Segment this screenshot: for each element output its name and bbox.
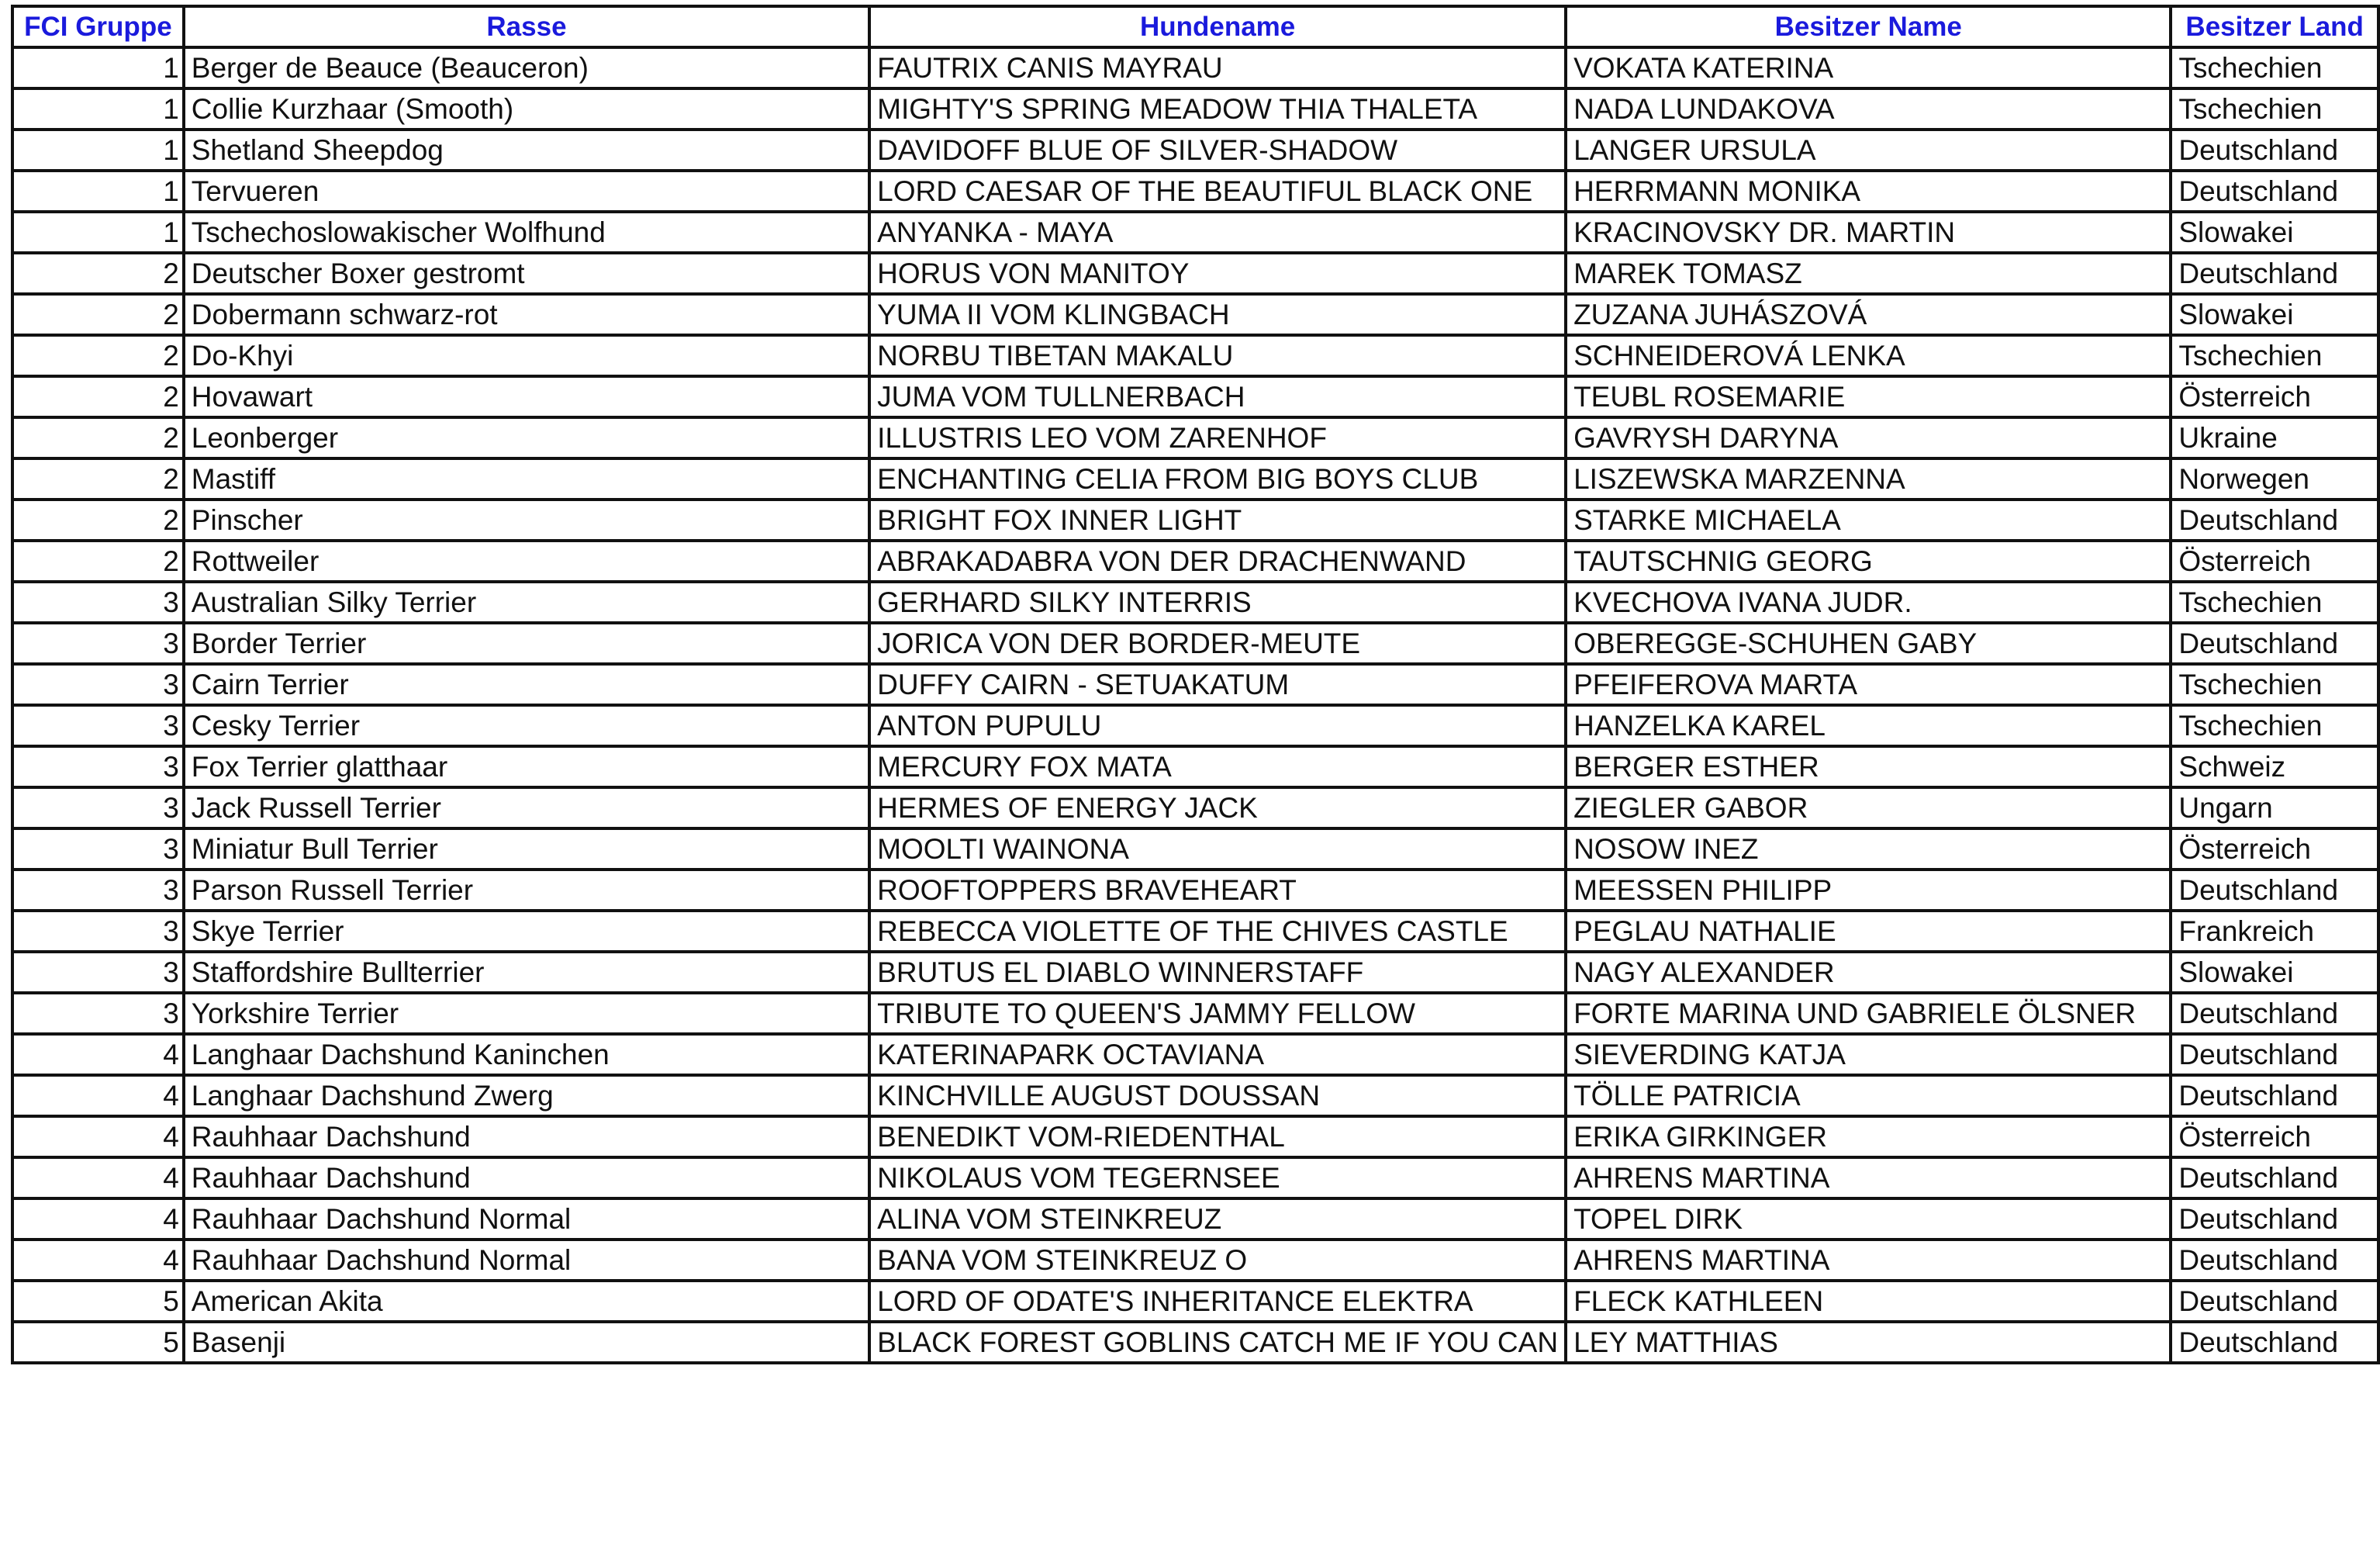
besitzer-name-cell: LEY MATTHIAS [1566,1322,2171,1363]
table-row [12,1281,2378,1322]
table-row [12,952,2378,993]
besitzer-land-cell: Deutschland [2171,1198,2378,1240]
besitzer-land-cell: Österreich [2171,376,2378,417]
rasse-cell: Staffordshire Bullterrier [184,952,869,993]
hundename-cell: BRUTUS EL DIABLO WINNERSTAFF [869,952,1566,993]
rasse-cell: Cairn Terrier [184,664,869,705]
besitzer-land-cell: Frankreich [2171,911,2378,952]
hundename-cell: JORICA VON DER BORDER-MEUTE [869,623,1566,664]
besitzer-name-cell: AHRENS MARTINA [1566,1157,2171,1198]
hundename-cell: BENEDIKT VOM-RIEDENTHAL [869,1116,1566,1157]
besitzer-land-cell: Deutschland [2171,500,2378,541]
fci-gruppe-cell: 2 [12,335,184,376]
table-row [12,664,2378,705]
fci-gruppe-cell: 3 [12,746,184,787]
besitzer-land-cell: Deutschland [2171,130,2378,171]
besitzer-land-cell: Schweiz [2171,746,2378,787]
rasse-cell: Australian Silky Terrier [184,582,869,623]
table-row [12,993,2378,1034]
table-row [12,1116,2378,1157]
table-row [12,417,2378,458]
besitzer-land-cell: Ungarn [2171,787,2378,828]
fci-gruppe-cell: 2 [12,253,184,294]
fci-gruppe-cell: 1 [12,130,184,171]
besitzer-name-cell: MAREK TOMASZ [1566,253,2171,294]
besitzer-name-cell: STARKE MICHAELA [1566,500,2171,541]
besitzer-land-cell: Deutschland [2171,1240,2378,1281]
fci-gruppe-cell: 5 [12,1322,184,1363]
table-row [12,376,2378,417]
hundename-cell: LORD OF ODATE'S INHERITANCE ELEKTRA [869,1281,1566,1322]
besitzer-name-cell: PEGLAU NATHALIE [1566,911,2171,952]
besitzer-land-cell: Deutschland [2171,1322,2378,1363]
rasse-cell: Skye Terrier [184,911,869,952]
hundename-cell: DUFFY CAIRN - SETUAKATUM [869,664,1566,705]
table-row [12,171,2378,212]
table-row [12,705,2378,746]
rasse-cell: Hovawart [184,376,869,417]
rasse-cell: Berger de Beauce (Beauceron) [184,47,869,88]
table-row [12,253,2378,294]
fci-gruppe-cell: 3 [12,623,184,664]
besitzer-name-cell: KVECHOVA IVANA JUDR. [1566,582,2171,623]
besitzer-land-cell: Deutschland [2171,253,2378,294]
table-row [12,911,2378,952]
besitzer-land-cell: Deutschland [2171,623,2378,664]
besitzer-land-cell: Tschechien [2171,335,2378,376]
table-row [12,1034,2378,1075]
besitzer-name-cell: TÖLLE PATRICIA [1566,1075,2171,1116]
hundename-cell: ANYANKA - MAYA [869,212,1566,253]
fci-gruppe-cell: 2 [12,458,184,500]
besitzer-name-cell: HANZELKA KAREL [1566,705,2171,746]
table-row [12,870,2378,911]
fci-gruppe-cell: 4 [12,1157,184,1198]
besitzer-land-cell: Tschechien [2171,582,2378,623]
hundename-cell: HORUS VON MANITOY [869,253,1566,294]
fci-gruppe-cell: 3 [12,705,184,746]
hundename-cell: GERHARD SILKY INTERRIS [869,582,1566,623]
besitzer-land-cell: Österreich [2171,541,2378,582]
rasse-cell: Rauhhaar Dachshund Normal [184,1198,869,1240]
table-row [12,582,2378,623]
hundename-cell: BANA VOM STEINKREUZ O [869,1240,1566,1281]
besitzer-land-cell: Deutschland [2171,1157,2378,1198]
besitzer-name-cell: FLECK KATHLEEN [1566,1281,2171,1322]
header-hundename: Hundename [869,6,1566,47]
rasse-cell: Fox Terrier glatthaar [184,746,869,787]
table-row [12,500,2378,541]
fci-gruppe-cell: 1 [12,47,184,88]
table-row [12,47,2378,88]
besitzer-land-cell: Ukraine [2171,417,2378,458]
besitzer-land-cell: Norwegen [2171,458,2378,500]
hundename-cell: YUMA II VOM KLINGBACH [869,294,1566,335]
fci-gruppe-cell: 3 [12,828,184,870]
besitzer-name-cell: SIEVERDING KATJA [1566,1034,2171,1075]
besitzer-land-cell: Deutschland [2171,1075,2378,1116]
fci-gruppe-cell: 3 [12,664,184,705]
hundename-cell: KINCHVILLE AUGUST DOUSSAN [869,1075,1566,1116]
besitzer-name-cell: KRACINOVSKY DR. MARTIN [1566,212,2171,253]
hundename-cell: BRIGHT FOX INNER LIGHT [869,500,1566,541]
fci-gruppe-cell: 3 [12,582,184,623]
table-row [12,787,2378,828]
besitzer-name-cell: FORTE MARINA UND GABRIELE ÖLSNER [1566,993,2171,1034]
rasse-cell: Cesky Terrier [184,705,869,746]
fci-gruppe-cell: 3 [12,787,184,828]
hundename-cell: REBECCA VIOLETTE OF THE CHIVES CASTLE [869,911,1566,952]
fci-gruppe-cell: 4 [12,1116,184,1157]
besitzer-land-cell: Deutschland [2171,870,2378,911]
fci-gruppe-cell: 4 [12,1240,184,1281]
table-row [12,458,2378,500]
fci-gruppe-cell: 4 [12,1075,184,1116]
besitzer-land-cell: Slowakei [2171,952,2378,993]
rasse-cell: Basenji [184,1322,869,1363]
rasse-cell: Parson Russell Terrier [184,870,869,911]
hundename-cell: KATERINAPARK OCTAVIANA [869,1034,1566,1075]
fci-gruppe-cell: 2 [12,417,184,458]
table-row [12,541,2378,582]
table-row [12,335,2378,376]
table-row [12,746,2378,787]
rasse-cell: Leonberger [184,417,869,458]
hundename-cell: LORD CAESAR OF THE BEAUTIFUL BLACK ONE [869,171,1566,212]
besitzer-name-cell: HERRMANN MONIKA [1566,171,2171,212]
besitzer-name-cell: GAVRYSH DARYNA [1566,417,2171,458]
hundename-cell: ABRAKADABRA VON DER DRACHENWAND [869,541,1566,582]
fci-gruppe-cell: 3 [12,993,184,1034]
hundename-cell: ANTON PUPULU [869,705,1566,746]
header-besitzer-land: Besitzer Land [2171,6,2378,47]
besitzer-name-cell: ERIKA GIRKINGER [1566,1116,2171,1157]
hundename-cell: TRIBUTE TO QUEEN'S JAMMY FELLOW [869,993,1566,1034]
rasse-cell: American Akita [184,1281,869,1322]
table-body [12,47,2378,1363]
table-header-row [12,6,2378,47]
hundename-cell: NIKOLAUS VOM TEGERNSEE [869,1157,1566,1198]
besitzer-land-cell: Deutschland [2171,993,2378,1034]
hundename-cell: ROOFTOPPERS BRAVEHEART [869,870,1566,911]
besitzer-land-cell: Deutschland [2171,1281,2378,1322]
besitzer-name-cell: BERGER ESTHER [1566,746,2171,787]
rasse-cell: Rauhhaar Dachshund [184,1116,869,1157]
hundename-cell: ILLUSTRIS LEO VOM ZARENHOF [869,417,1566,458]
hundename-cell: FAUTRIX CANIS MAYRAU [869,47,1566,88]
rasse-cell: Rottweiler [184,541,869,582]
rasse-cell: Tschechoslowakischer Wolfhund [184,212,869,253]
besitzer-land-cell: Tschechien [2171,47,2378,88]
fci-gruppe-cell: 3 [12,952,184,993]
besitzer-land-cell: Österreich [2171,828,2378,870]
besitzer-name-cell: NOSOW INEZ [1566,828,2171,870]
table-row [12,130,2378,171]
rasse-cell: Tervueren [184,171,869,212]
fci-gruppe-cell: 1 [12,212,184,253]
hundename-cell: NORBU TIBETAN MAKALU [869,335,1566,376]
hundename-cell: BLACK FOREST GOBLINS CATCH ME IF YOU CAN [869,1322,1566,1363]
rasse-cell: Pinscher [184,500,869,541]
rasse-cell: Deutscher Boxer gestromt [184,253,869,294]
besitzer-name-cell: TOPEL DIRK [1566,1198,2171,1240]
fci-gruppe-cell: 2 [12,541,184,582]
besitzer-land-cell: Slowakei [2171,212,2378,253]
besitzer-name-cell: NADA LUNDAKOVA [1566,88,2171,130]
besitzer-name-cell: OBEREGGE-SCHUHEN GABY [1566,623,2171,664]
rasse-cell: Langhaar Dachshund Kaninchen [184,1034,869,1075]
fci-gruppe-cell: 4 [12,1198,184,1240]
table-row [12,294,2378,335]
besitzer-name-cell: AHRENS MARTINA [1566,1240,2171,1281]
rasse-cell: Collie Kurzhaar (Smooth) [184,88,869,130]
rasse-cell: Langhaar Dachshund Zwerg [184,1075,869,1116]
table-row [12,1198,2378,1240]
besitzer-name-cell: MEESSEN PHILIPP [1566,870,2171,911]
besitzer-land-cell: Slowakei [2171,294,2378,335]
besitzer-name-cell: ZUZANA JUHÁSZOVÁ [1566,294,2171,335]
fci-gruppe-cell: 4 [12,1034,184,1075]
besitzer-land-cell: Tschechien [2171,705,2378,746]
rasse-cell: Rauhhaar Dachshund [184,1157,869,1198]
table-row [12,1240,2378,1281]
rasse-cell: Border Terrier [184,623,869,664]
table-row [12,1322,2378,1363]
results-table [11,5,2380,1364]
besitzer-name-cell: NAGY ALEXANDER [1566,952,2171,993]
hundename-cell: MERCURY FOX MATA [869,746,1566,787]
header-rasse: Rasse [184,6,869,47]
hundename-cell: ENCHANTING CELIA FROM BIG BOYS CLUB [869,458,1566,500]
fci-gruppe-cell: 1 [12,88,184,130]
besitzer-land-cell: Österreich [2171,1116,2378,1157]
hundename-cell: ALINA VOM STEINKREUZ [869,1198,1566,1240]
besitzer-land-cell: Deutschland [2171,171,2378,212]
hundename-cell: DAVIDOFF BLUE OF SILVER-SHADOW [869,130,1566,171]
rasse-cell: Jack Russell Terrier [184,787,869,828]
fci-gruppe-cell: 5 [12,1281,184,1322]
table-row [12,828,2378,870]
besitzer-name-cell: PFEIFEROVA MARTA [1566,664,2171,705]
hundename-cell: JUMA VOM TULLNERBACH [869,376,1566,417]
fci-gruppe-cell: 1 [12,171,184,212]
besitzer-name-cell: VOKATA KATERINA [1566,47,2171,88]
rasse-cell: Miniatur Bull Terrier [184,828,869,870]
besitzer-land-cell: Deutschland [2171,1034,2378,1075]
fci-gruppe-cell: 3 [12,870,184,911]
fci-gruppe-cell: 2 [12,294,184,335]
besitzer-name-cell: LANGER URSULA [1566,130,2171,171]
fci-gruppe-cell: 2 [12,500,184,541]
header-fci-gruppe: FCI Gruppe [12,6,184,47]
besitzer-name-cell: TEUBL ROSEMARIE [1566,376,2171,417]
fci-gruppe-cell: 3 [12,911,184,952]
table-row [12,623,2378,664]
besitzer-name-cell: LISZEWSKA MARZENNA [1566,458,2171,500]
rasse-cell: Dobermann schwarz-rot [184,294,869,335]
hundename-cell: MIGHTY'S SPRING MEADOW THIA THALETA [869,88,1566,130]
besitzer-land-cell: Tschechien [2171,664,2378,705]
fci-gruppe-cell: 2 [12,376,184,417]
hundename-cell: HERMES OF ENERGY JACK [869,787,1566,828]
rasse-cell: Shetland Sheepdog [184,130,869,171]
header-besitzer-name: Besitzer Name [1566,6,2171,47]
table-row [12,1157,2378,1198]
rasse-cell: Rauhhaar Dachshund Normal [184,1240,869,1281]
hundename-cell: MOOLTI WAINONA [869,828,1566,870]
besitzer-name-cell: SCHNEIDEROVÁ LENKA [1566,335,2171,376]
besitzer-name-cell: ZIEGLER GABOR [1566,787,2171,828]
besitzer-land-cell: Tschechien [2171,88,2378,130]
table-row [12,1075,2378,1116]
besitzer-name-cell: TAUTSCHNIG GEORG [1566,541,2171,582]
table-row [12,212,2378,253]
rasse-cell: Do-Khyi [184,335,869,376]
rasse-cell: Yorkshire Terrier [184,993,869,1034]
rasse-cell: Mastiff [184,458,869,500]
table-row [12,88,2378,130]
